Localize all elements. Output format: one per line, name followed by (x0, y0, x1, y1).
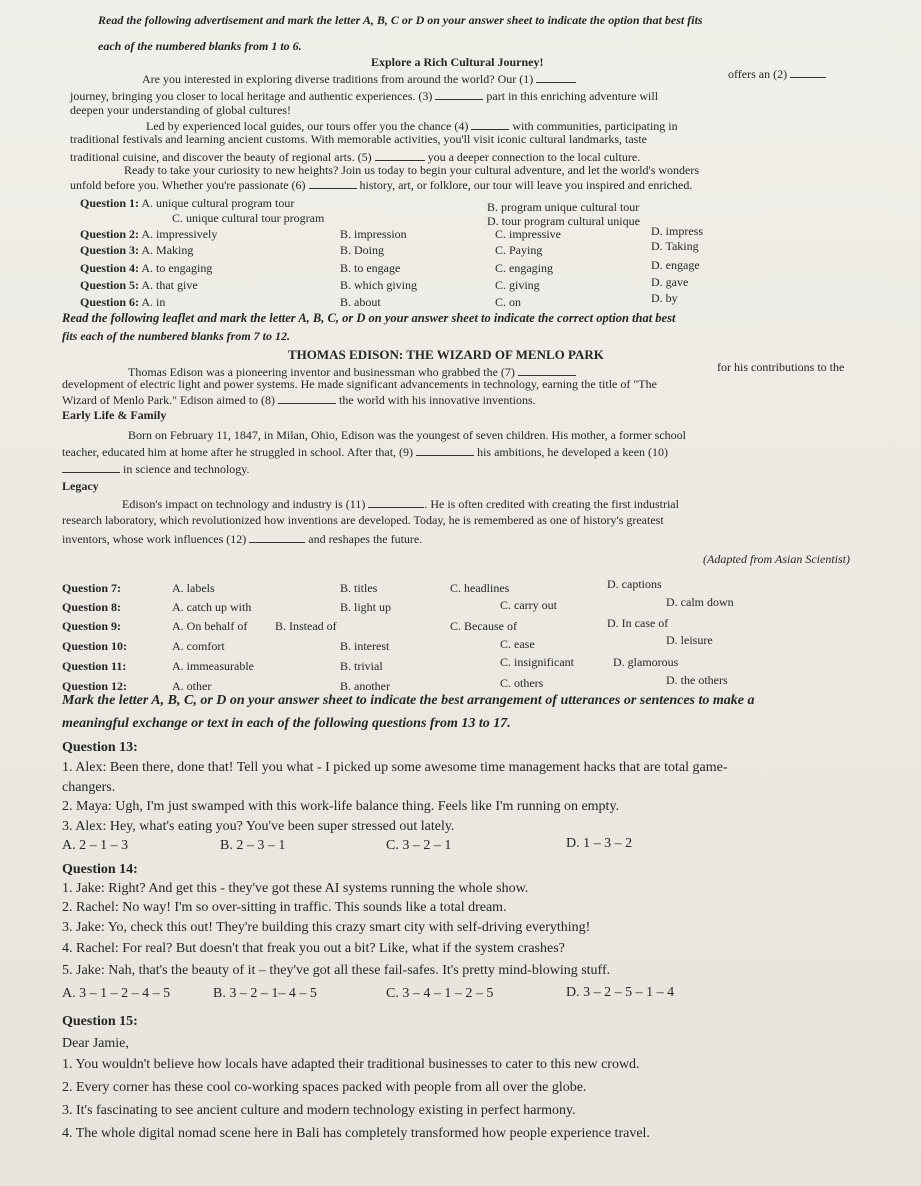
ad-text: journey, bringing you closer to local heritage and authentic experiences. (3) (70, 89, 433, 103)
option-c[interactable]: C. Because of (450, 619, 517, 633)
utterance: 2. Rachel: No way! I'm so over-sitting in traffic. This sounds like a total dream. (62, 900, 507, 915)
question-9 (62, 620, 121, 633)
ad-line (728, 67, 826, 81)
ad-text: with communities, participating in (512, 119, 678, 133)
question-label: Question 4: (80, 261, 140, 275)
question-8 (62, 601, 121, 614)
option-a[interactable]: A. unique cultural program tour (141, 196, 295, 210)
option-d[interactable]: D. gave (651, 275, 689, 289)
sentence: 1. You wouldn't believe how locals have adapted their traditional businesses to cater to this new crowd. (62, 1057, 640, 1072)
question-12 (62, 680, 127, 693)
leaflet-line (62, 393, 536, 407)
option-d[interactable]: D. tour program cultural unique (487, 214, 640, 228)
part3-instruction-line1: Mark the letter A, B, C, or D on your answer sheet to indicate the best arrangement of utterances or sentences to make a (62, 693, 755, 708)
question-6 (80, 296, 165, 309)
ad-text: you a deeper connection to the local culture. (427, 150, 641, 164)
question-label: Question 8: (62, 600, 122, 614)
blank-11 (368, 497, 424, 508)
option-a[interactable]: A. that give (141, 278, 198, 292)
option-a[interactable]: A. labels (172, 581, 215, 595)
question-label: Question 2: (80, 227, 140, 241)
blank-10 (62, 462, 120, 473)
ad-line: traditional festivals and learning ancient customs. With memorable activities, you'll visit iconic cultural landmarks, taste (70, 132, 647, 146)
ad-line (70, 178, 692, 192)
question-13-label: Question 13: (62, 740, 138, 755)
leaflet-line (122, 497, 679, 511)
utterance: 3. Jake: Yo, check this out! They're building this crazy smart city with self-driving everything! (62, 920, 591, 935)
option-b[interactable]: B. trivial (340, 659, 383, 673)
part1-instruction-line1: Read the following advertisement and mark the letter A, B, C or D on your answer sheet to indicate the option that best fits (98, 13, 703, 27)
question-7 (62, 582, 121, 595)
utterance: 2. Maya: Ugh, I'm just swamped with this work-life balance thing. Feels like I'm running on empty. (62, 799, 620, 814)
option-c[interactable]: C. insignificant (500, 655, 574, 669)
question-1 (80, 197, 294, 210)
utterance: 1. Alex: Been there, done that! Tell you what - I picked up some awesome time management hacks that are total game- (62, 760, 728, 775)
option-a[interactable]: A. immeasurable (172, 659, 254, 673)
ad-text: traditional cuisine, and discover the beauty of regional arts. (5) (70, 150, 372, 164)
option-d[interactable]: D. the others (666, 673, 728, 687)
ad-text: unfold before you. Whether you're passionate (6) (70, 178, 306, 192)
blank-4 (471, 119, 509, 130)
blank-2 (790, 67, 826, 78)
ad-line (146, 119, 678, 133)
option-d[interactable]: D. calm down (666, 595, 734, 609)
leaflet-text: in science and technology. (123, 462, 250, 476)
heading-early-life: Early Life & Family (62, 408, 167, 422)
question-label: Question 12: (62, 679, 128, 693)
option-a[interactable]: A. catch up with (172, 600, 252, 614)
question-label: Question 7: (62, 581, 122, 595)
option-c[interactable]: C. on (495, 295, 522, 309)
question-14-label: Question 14: (62, 862, 138, 877)
ad-line (70, 150, 640, 164)
leaflet-text: Edison's impact on technology and industry is (11) (122, 497, 366, 511)
question-5 (80, 279, 198, 292)
option-b[interactable]: B. impression (340, 227, 407, 241)
option-c[interactable]: C. giving (495, 278, 540, 292)
option-d[interactable]: D. captions (607, 577, 662, 591)
leaflet-line: Born on February 11, 1847, in Milan, Ohio, Edison was the youngest of seven children. His mother, a former school (128, 428, 686, 442)
option-d[interactable]: D. 1 – 3 – 2 (566, 836, 633, 851)
sentence: 3. It's fascinating to see ancient culture and modern technology existing in perfect harmony. (62, 1103, 576, 1118)
option-d[interactable]: D. impress (651, 224, 703, 238)
option-c[interactable]: C. others (500, 676, 544, 690)
option-d[interactable]: D. engage (651, 258, 700, 272)
option-d[interactable]: D. 3 – 2 – 5 – 1 – 4 (566, 985, 675, 1000)
leaflet-text: inventors, whose work influences (12) (62, 532, 247, 546)
leaflet-text: . He is often credited with creating the first industrial (424, 497, 679, 511)
leaflet-text: and reshapes the future. (308, 532, 423, 546)
leaflet-line (62, 445, 668, 459)
sentence: 2. Every corner has these cool co-working spaces packed with people from all over the globe. (62, 1080, 587, 1095)
question-label: Question 9: (62, 619, 122, 633)
option-a[interactable]: A. On behalf of (172, 619, 248, 633)
option-c[interactable]: C. impressive (495, 227, 561, 241)
option-b[interactable]: B. which giving (340, 278, 417, 292)
option-c[interactable]: C. Paying (495, 243, 543, 257)
leaflet-text: the world with his innovative inventions. (339, 393, 536, 407)
option-b[interactable]: B. interest (340, 639, 390, 653)
option-c[interactable]: C. 3 – 2 – 1 (386, 838, 452, 853)
option-c[interactable]: C. ease (500, 637, 535, 651)
source-citation: (Adapted from Asian Scientist) (703, 552, 850, 566)
blank-1 (536, 72, 576, 83)
ad-line (142, 72, 576, 86)
blank-8 (278, 393, 336, 404)
question-label: Question 6: (80, 295, 140, 309)
option-a[interactable]: A. Making (141, 243, 194, 257)
leaflet-text: Thomas Edison was a pioneering inventor and businessman who grabbed the (7) (128, 365, 515, 379)
ad-text: offers an (2) (728, 67, 788, 81)
question-label: Question 10: (62, 639, 128, 653)
sentence: 4. The whole digital nomad scene here in Bali has completely transformed how people experience travel. (62, 1126, 650, 1141)
option-a[interactable]: A. to engaging (141, 261, 213, 275)
option-c[interactable]: C. unique cultural tour program (172, 211, 325, 225)
option-a[interactable]: A. other (172, 679, 212, 693)
option-a[interactable]: A. impressively (141, 227, 218, 241)
leaflet-line: development of electric light and power systems. He made significant advancements in technology, earning the title of "The (62, 377, 657, 391)
ad-text: Led by experienced local guides, our tours offer you the chance (4) (146, 119, 469, 133)
leaflet-text: Wizard of Menlo Park." Edison aimed to (8) (62, 393, 276, 407)
leaflet-text: teacher, educated him at home after he struggled in school. After that, (9) (62, 445, 414, 459)
option-a[interactable]: A. in (141, 295, 166, 309)
blank-3 (435, 89, 483, 100)
part3-instruction-line2: meaningful exchange or text in each of the following questions from 13 to 17. (62, 716, 511, 731)
option-b[interactable]: B. Doing (340, 243, 385, 257)
option-b[interactable]: B. program unique cultural tour (487, 200, 640, 214)
letter-greeting: Dear Jamie, (62, 1036, 129, 1051)
blank-12 (249, 532, 305, 543)
question-4 (80, 262, 212, 275)
leaflet-line (62, 462, 250, 476)
option-b[interactable]: B. 2 – 3 – 1 (220, 838, 286, 853)
option-a[interactable]: A. comfort (172, 639, 225, 653)
heading-legacy: Legacy (62, 479, 99, 493)
question-label: Question 11: (62, 659, 127, 673)
ad-text: history, art, or folklore, our tour will leave you inspired and enriched. (359, 178, 693, 192)
question-2 (80, 228, 217, 241)
part2-instruction-line2: fits each of the numbered blanks from 7 to 12. (62, 329, 291, 343)
option-c[interactable]: C. 3 – 4 – 1 – 2 – 5 (386, 986, 494, 1001)
option-c[interactable]: C. engaging (495, 261, 553, 275)
utterance: changers. (62, 780, 116, 795)
question-10 (62, 640, 127, 653)
ad-line: Ready to take your curiosity to new heights? Join us today to begin your cultural adventure, and let the world's wonders (124, 163, 700, 177)
ad-line: deepen your understanding of global cultures! (70, 103, 291, 117)
part1-title: Explore a Rich Cultural Journey! (371, 55, 544, 69)
utterance: 3. Alex: Hey, what's eating you? You've been super stressed out lately. (62, 819, 455, 834)
utterance: 1. Jake: Right? And get this - they've got these AI systems running the whole show. (62, 881, 529, 896)
ad-line (70, 89, 658, 103)
leaflet-text: for his contributions to the (717, 360, 845, 374)
question-11 (62, 660, 126, 673)
utterance: 4. Rachel: For real? But doesn't that freak you out a bit? Like, what if the system crashes? (62, 941, 565, 956)
blank-7 (518, 365, 576, 376)
option-d[interactable]: D. Taking (651, 239, 699, 253)
question-label: Question 5: (80, 278, 140, 292)
option-c[interactable]: C. headlines (450, 581, 510, 595)
blank-5 (375, 150, 425, 161)
option-b[interactable]: B. to engage (340, 261, 401, 275)
question-label: Question 1: (80, 196, 140, 210)
question-3 (80, 244, 193, 257)
option-a[interactable]: A. 2 – 1 – 3 (62, 838, 129, 853)
option-b[interactable]: B. about (340, 295, 381, 309)
option-c[interactable]: C. carry out (500, 598, 557, 612)
utterance: 5. Jake: Nah, that's the beauty of it – they've got all these fail-safes. It's pretty mind-blowing stuff. (62, 963, 611, 978)
question-label: Question 3: (80, 243, 140, 257)
part2-title: THOMAS EDISON: THE WIZARD OF MENLO PARK (288, 347, 604, 362)
option-d[interactable]: D. leisure (666, 633, 713, 647)
question-15-label: Question 15: (62, 1014, 138, 1029)
part1-instruction-line2: each of the numbered blanks from 1 to 6. (98, 39, 302, 53)
option-d[interactable]: D. In case of (607, 616, 669, 630)
leaflet-line (62, 532, 422, 546)
option-a[interactable]: A. 3 – 1 – 2 – 4 – 5 (62, 986, 171, 1001)
leaflet-text: his ambitions, he developed a keen (10) (477, 445, 669, 459)
option-b[interactable]: B. Instead of (275, 619, 337, 633)
ad-text: Are you interested in exploring diverse traditions from around the world? Our (1) (142, 72, 534, 86)
blank-9 (416, 445, 474, 456)
option-b[interactable]: B. titles (340, 581, 378, 595)
option-b[interactable]: B. 3 – 2 – 1– 4 – 5 (213, 986, 317, 1001)
part2-instruction-line1: Read the following leaflet and mark the letter A, B, C, or D on your answer sheet to indicate the correct option that best (62, 311, 676, 325)
option-d[interactable]: D. by (651, 291, 678, 305)
option-d[interactable]: D. glamorous (613, 655, 679, 669)
ad-text: part in this enriching adventure will (486, 89, 659, 103)
option-b[interactable]: B. another (340, 679, 390, 693)
option-b[interactable]: B. light up (340, 600, 392, 614)
blank-6 (309, 178, 357, 189)
leaflet-line: research laboratory, which revolutionized how inventions are developed. Today, he is remembered as one of history's greatest (62, 513, 664, 527)
